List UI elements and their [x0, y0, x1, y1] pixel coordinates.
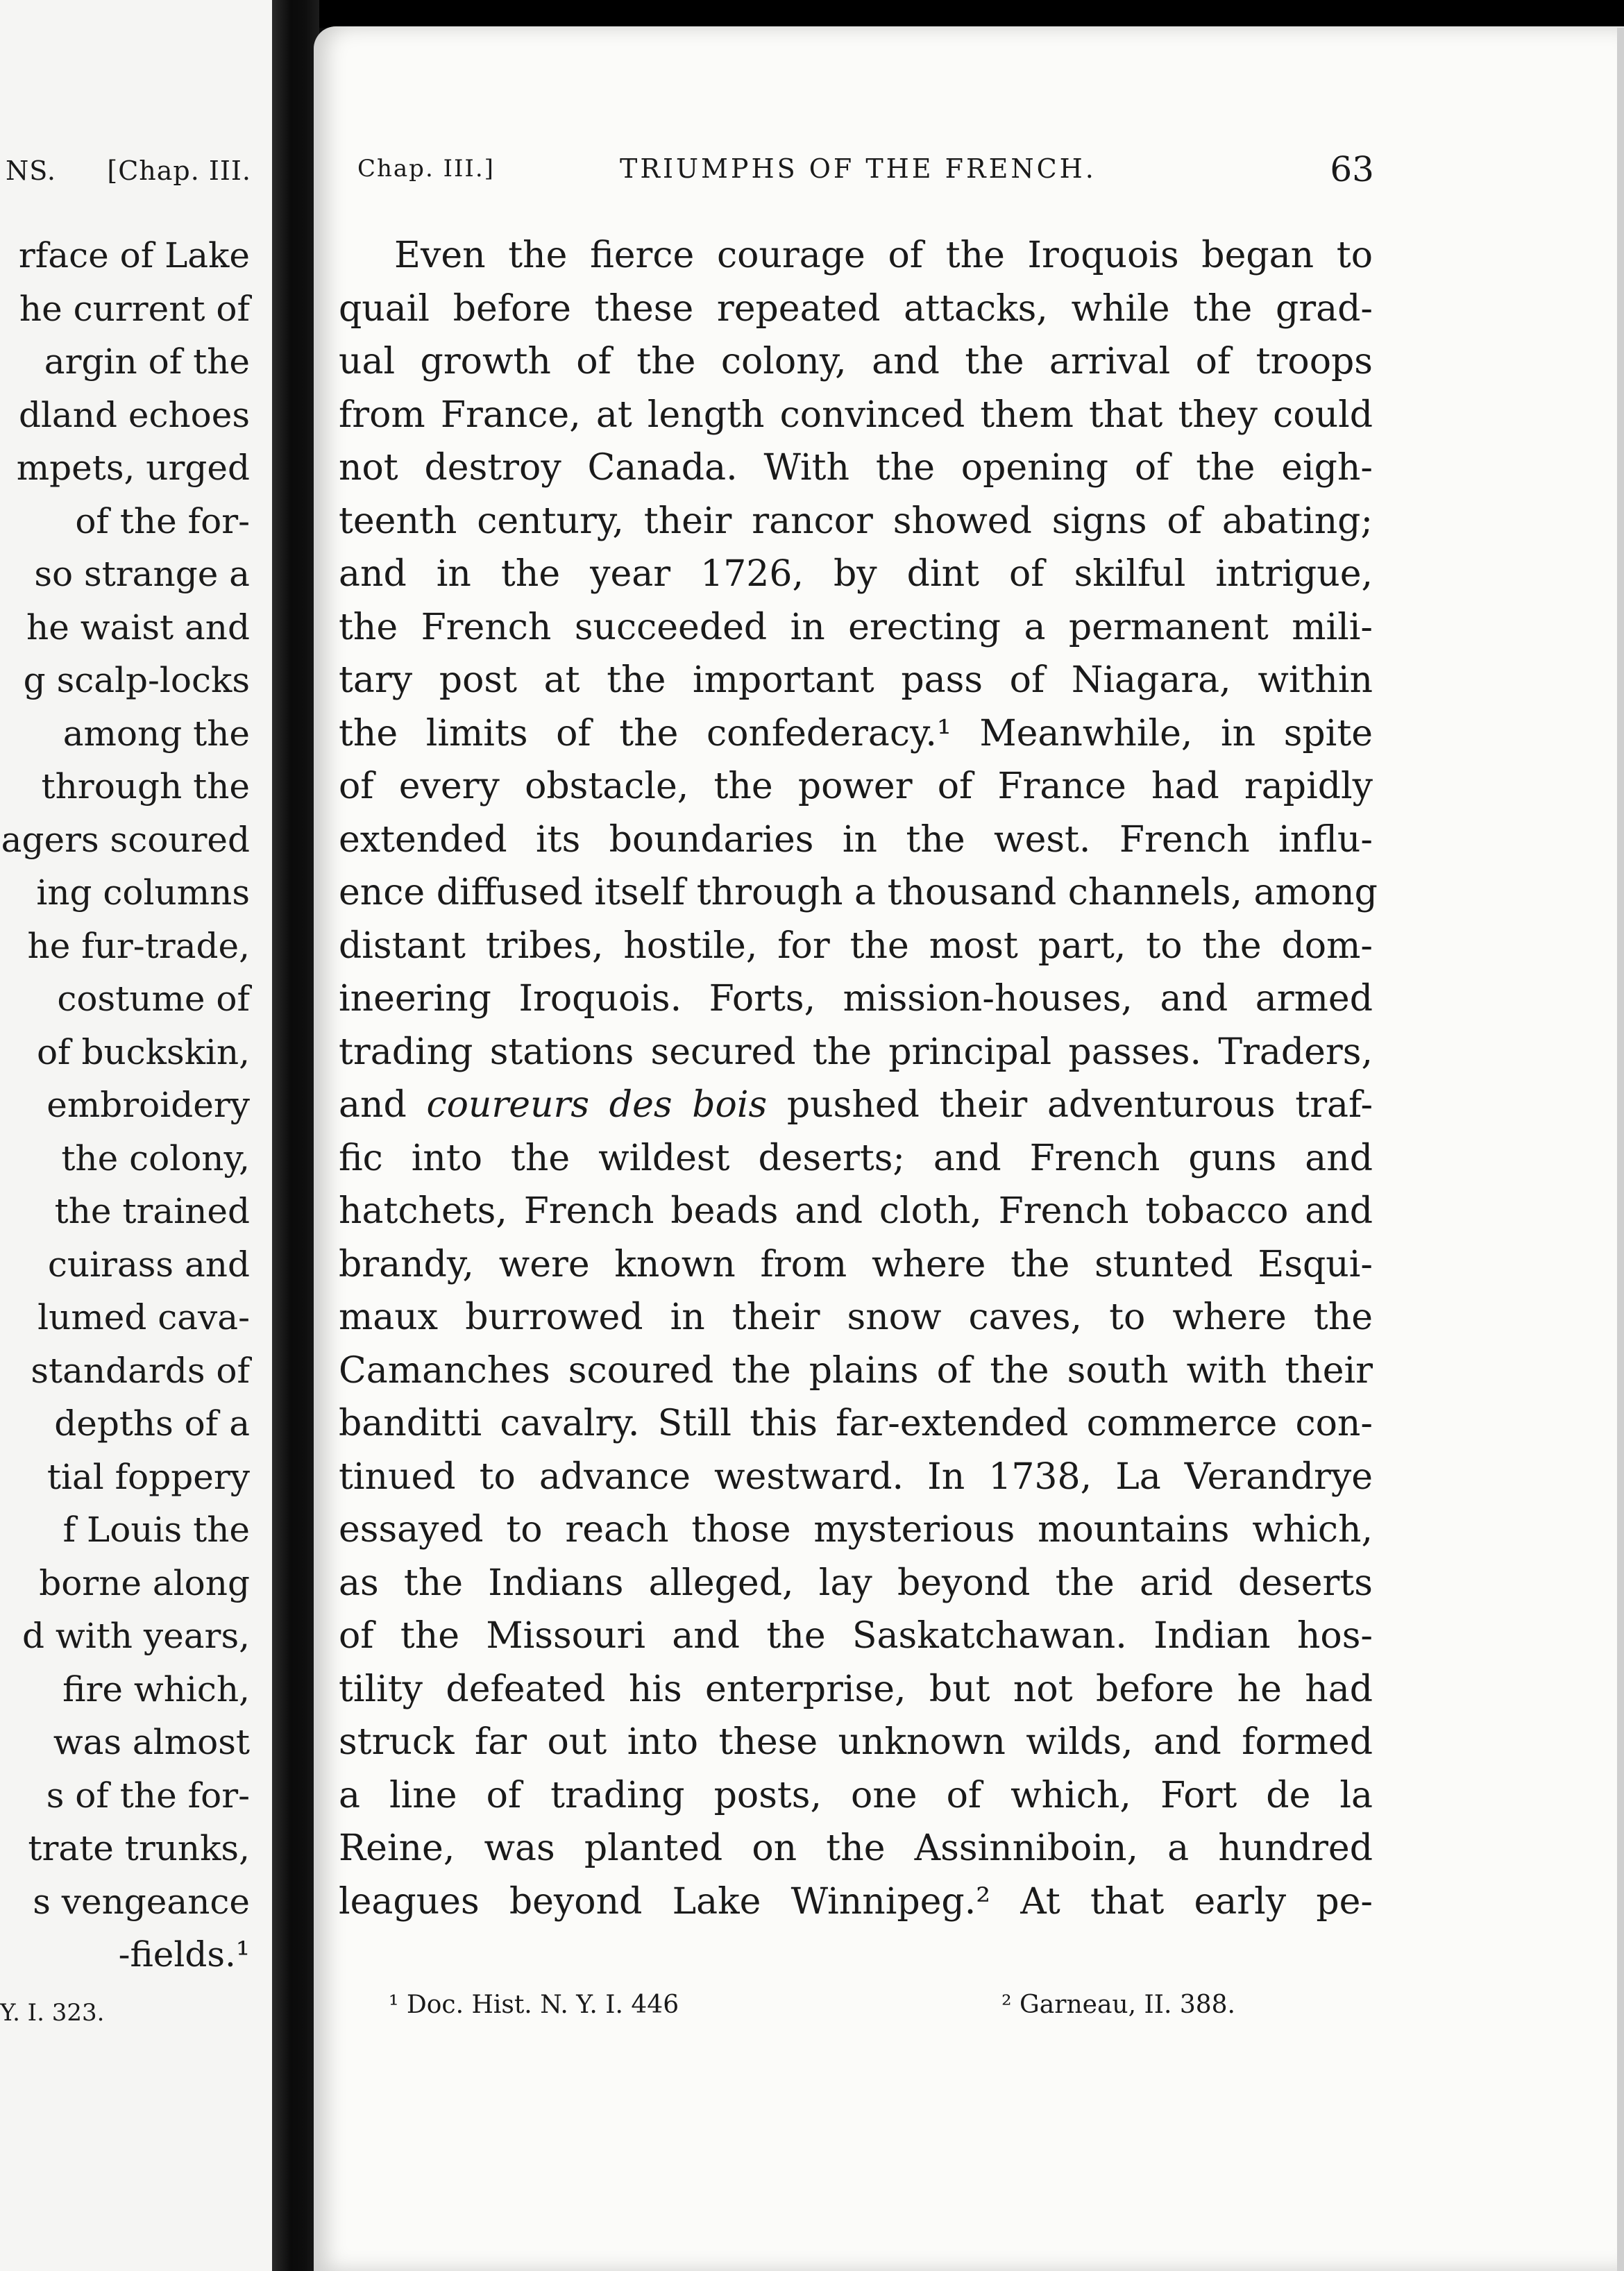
- page-edge: [1617, 28, 1624, 2271]
- left-page-header: [0, 155, 251, 186]
- text-line: of the Missouri and the Saskatchawan. Indian hos-: [339, 1615, 1373, 1657]
- running-header: [357, 149, 1374, 191]
- book-gutter: [272, 0, 319, 2271]
- left-text-line: costume of: [57, 979, 250, 1019]
- left-text-line: among the: [62, 713, 250, 754]
- text-span: and: [339, 1084, 407, 1126]
- text-line: the French succeeded in erecting a permanent mili-: [339, 606, 1373, 648]
- left-page-text: [0, 229, 250, 1982]
- left-text-line: rface of Lake: [18, 235, 250, 276]
- running-title: TRIUMPHS OF THE FRENCH.: [620, 153, 1097, 184]
- left-text-line: agers scoured: [1, 819, 250, 860]
- left-text-line: s of the for-: [46, 1775, 250, 1816]
- text-line: trading stations secured the principal passes. Traders,: [339, 1031, 1373, 1073]
- footnote-1: ¹ Doc. Hist. N. Y. I. 446: [389, 1991, 679, 2019]
- left-header-fragment: NS.: [6, 155, 57, 186]
- left-text-line: argin of the: [44, 341, 250, 382]
- left-text-line: of buckskin,: [36, 1031, 250, 1072]
- text-line: ineering Iroquois. Forts, mission-houses, and armed: [339, 978, 1373, 1020]
- text-line: brandy, were known from where the stunted Esqui-: [339, 1243, 1373, 1285]
- body-text: [339, 229, 1378, 1928]
- text-line: banditti cavalry. Still this far-extended commerce con-: [339, 1403, 1373, 1444]
- left-text-line: he waist and: [26, 607, 250, 648]
- left-text-line: embroidery: [46, 1085, 250, 1125]
- text-line: tary post at the important pass of Niagara, within: [339, 659, 1373, 701]
- text-line: struck far out into these unknown wilds, and formed: [339, 1721, 1373, 1763]
- text-line: hatchets, French beads and cloth, French tobacco and: [339, 1190, 1373, 1232]
- text-span: pushed their adventurous traf-: [786, 1084, 1373, 1126]
- left-text-line: standards of: [31, 1350, 250, 1391]
- text-line: not destroy Canada. With the opening of the eigh-: [339, 447, 1373, 489]
- text-line: ence diffused itself through a thousand channels, among: [339, 872, 1378, 913]
- text-line: Camanches scoured the plains of the south with their: [339, 1349, 1373, 1392]
- italic-phrase: coureurs des bois: [426, 1084, 768, 1126]
- chapter-label: Chap. III.]: [357, 155, 495, 183]
- text-line: and in the year 1726, by dint of skilful intrigue,: [339, 553, 1373, 595]
- left-text-line: trate trunks,: [28, 1828, 250, 1868]
- text-line: distant tribes, hostile, for the most part, to the dom-: [339, 925, 1373, 967]
- left-text-line: was almost: [53, 1722, 250, 1762]
- left-text-line: tial foppery: [46, 1456, 250, 1497]
- text-line: teenth century, their rancor showed signs of abating;: [339, 500, 1373, 542]
- left-text-line: s vengeance: [33, 1881, 250, 1922]
- left-text-line: through the: [41, 766, 250, 807]
- footnotes: [389, 1991, 1235, 2019]
- left-text-line: f Louis the: [62, 1510, 250, 1550]
- text-line: as the Indians alleged, lay beyond the arid deserts: [339, 1562, 1373, 1604]
- left-page-footnote: Y. I. 323.: [0, 1999, 105, 2027]
- text-line: maux burrowed in their snow caves, to where the: [339, 1297, 1373, 1338]
- text-line: tinued to advance westward. In 1738, La Verandrye: [339, 1455, 1373, 1498]
- text-line: of every obstacle, the power of France had rapidly: [339, 766, 1373, 807]
- text-line: Reine, was planted on the Assinniboin, a hundred: [339, 1827, 1373, 1869]
- text-line: a line of trading posts, one of which, Fort de la: [339, 1774, 1373, 1816]
- text-line: quail before these repeated attacks, while the grad-: [339, 287, 1373, 330]
- left-header-chapter: [Chap. III.: [107, 155, 251, 186]
- left-text-line: the trained: [54, 1191, 250, 1231]
- left-text-line: -fields.¹: [118, 1934, 250, 1975]
- footnote-2: ² Garneau, II. 388.: [1001, 1991, 1235, 2019]
- left-text-line: lumed cava-: [37, 1297, 250, 1337]
- left-text-line: ing columns: [36, 872, 250, 913]
- text-line: [339, 1079, 1373, 1132]
- left-text-line: he fur-trade,: [27, 925, 250, 966]
- text-line: tility defeated his enterprise, but not before he had: [339, 1668, 1373, 1710]
- left-text-line: depths of a: [54, 1403, 250, 1444]
- left-text-line: dland echoes: [18, 394, 250, 435]
- text-line: extended its boundaries in the west. French influ-: [339, 818, 1373, 861]
- left-text-line: d with years,: [22, 1616, 250, 1656]
- left-text-line: the colony,: [61, 1138, 250, 1179]
- text-line: the limits of the confederacy.¹ Meanwhile, in spite: [339, 712, 1373, 754]
- left-page: [0, 0, 272, 2271]
- text-line: leagues beyond Lake Winnipeg.² At that early pe-: [339, 1880, 1373, 1923]
- text-line: ual growth of the colony, and the arrival of troops: [339, 341, 1373, 382]
- text-line: from France, at length convinced them that they could: [339, 394, 1373, 436]
- left-text-line: of the for-: [75, 500, 250, 541]
- left-text-line: fire which,: [62, 1669, 250, 1709]
- text-line: Even the fierce courage of the Iroquois began to: [394, 235, 1373, 276]
- left-text-line: so strange a: [34, 554, 250, 594]
- page-number: 63: [1330, 149, 1374, 189]
- text-line: fic into the wildest deserts; and French guns and: [339, 1137, 1373, 1179]
- text-line: essayed to reach those mysterious mountains which,: [339, 1509, 1373, 1551]
- left-text-line: he current of: [19, 288, 250, 329]
- left-text-line: cuirass and: [47, 1244, 250, 1285]
- left-text-line: mpets, urged: [16, 448, 250, 488]
- left-text-line: borne along: [39, 1562, 250, 1603]
- left-text-line: g scalp-locks: [23, 660, 250, 700]
